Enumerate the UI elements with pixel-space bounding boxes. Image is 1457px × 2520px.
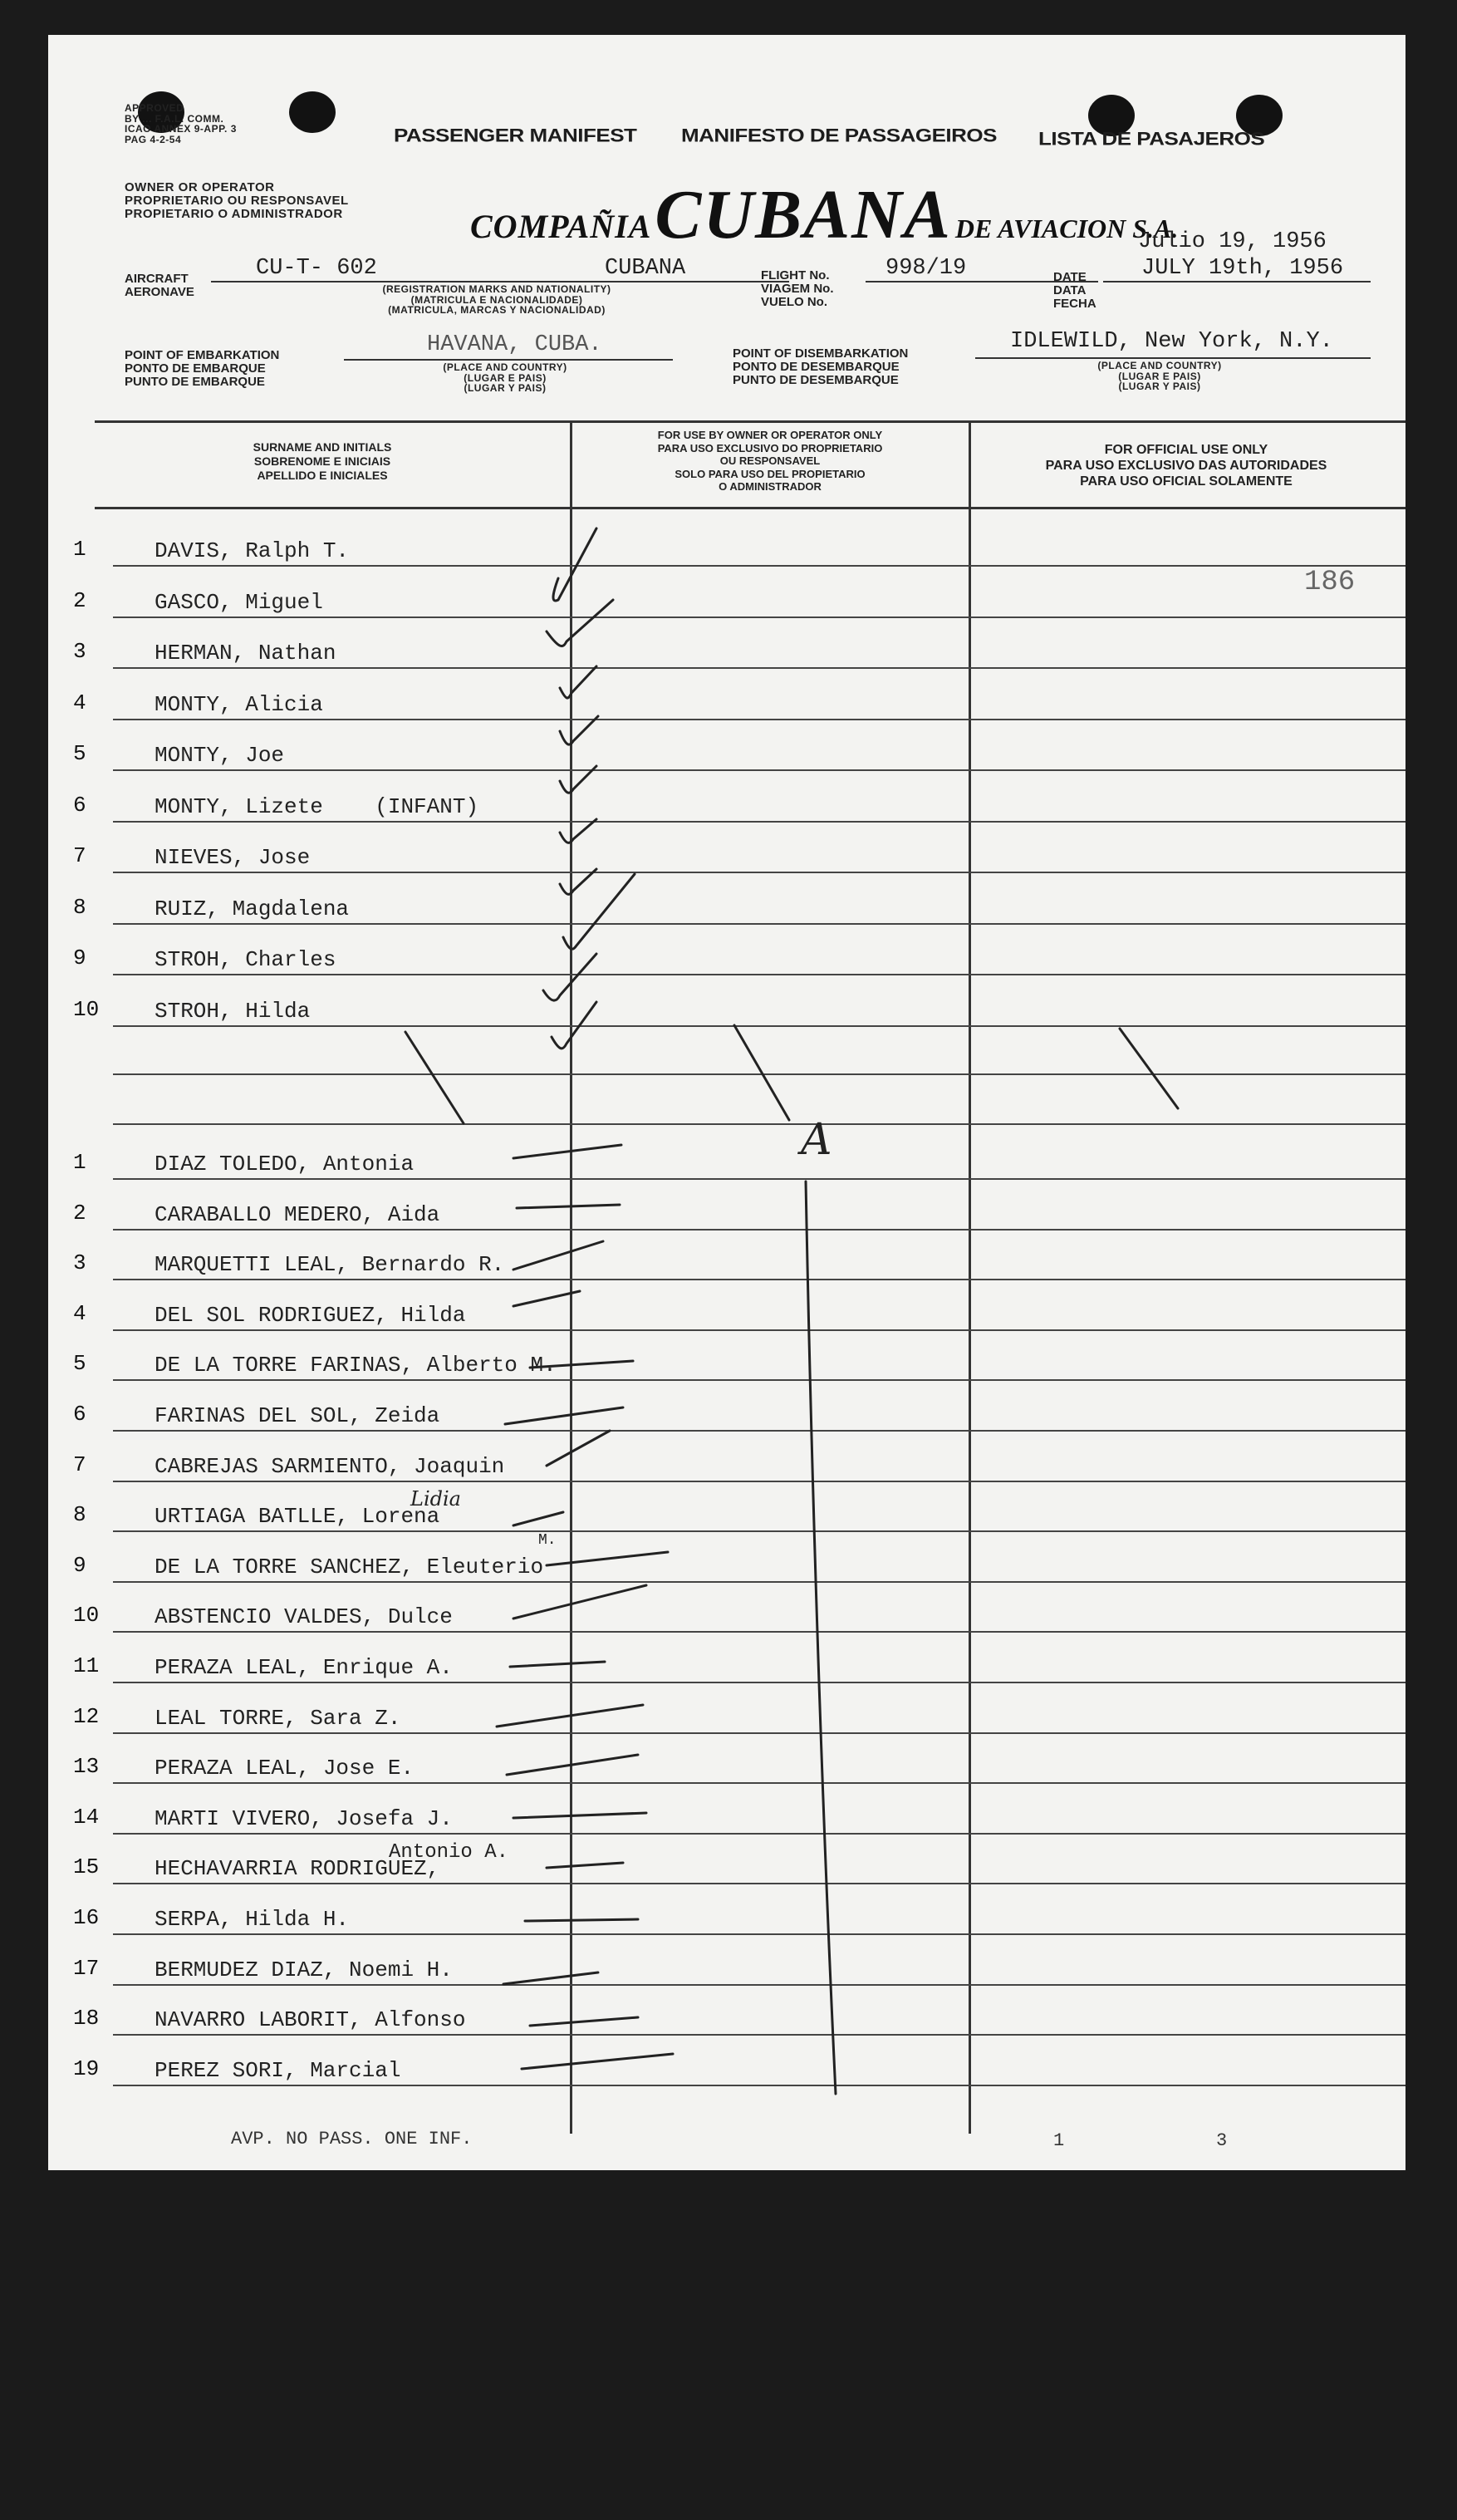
tick-line bbox=[513, 1145, 621, 1158]
col-official-pt: PARA USO EXCLUSIVO DAS AUTORIDADES bbox=[1045, 459, 1327, 474]
col-owner-line: O ADMINISTRADOR bbox=[719, 480, 822, 494]
manifest-sheet bbox=[48, 35, 1405, 2170]
owner-label-en: OWNER OR OPERATOR bbox=[125, 180, 275, 194]
passenger-name: MARQUETTI LEAL, Bernardo R. bbox=[155, 1252, 505, 1278]
row8-handwritten: Lidia bbox=[410, 1487, 461, 1511]
flight-value: 998/19 bbox=[885, 256, 967, 281]
embark-label-es: PUNTO DE EMBARQUE bbox=[125, 374, 265, 389]
tick-line bbox=[513, 1241, 603, 1270]
title-es: LISTA DE PASAJEROS bbox=[1038, 128, 1265, 150]
passenger-name: HECHAVARRIA RODRIGUEZ, bbox=[155, 1856, 440, 1882]
embark-value: HAVANA, CUBA. bbox=[427, 332, 602, 357]
passenger-name: DEL SOL RODRIGUEZ, Hilda bbox=[155, 1302, 466, 1328]
col-name-en: SURNAME AND INITIALS bbox=[253, 440, 392, 454]
title-en: PASSENGER MANIFEST bbox=[394, 125, 637, 146]
place-caption-en: (PLACE AND COUNTRY) bbox=[443, 361, 567, 373]
check-mark bbox=[560, 666, 596, 698]
row-number: 5 bbox=[73, 741, 86, 766]
embark-label-pt: PONTO DE EMBARQUE bbox=[125, 361, 266, 376]
tick-line bbox=[505, 1407, 623, 1424]
owner-column-mark: A bbox=[801, 1115, 832, 1165]
check-mark bbox=[553, 528, 596, 601]
tick-line bbox=[510, 1662, 605, 1667]
approval-line: ICAO ANNEX 9-APP. 3 bbox=[125, 123, 237, 135]
row-number: 6 bbox=[73, 1402, 86, 1427]
row-number: 11 bbox=[73, 1653, 100, 1678]
row-number: 6 bbox=[73, 792, 86, 818]
col-official-en: FOR OFFICIAL USE ONLY bbox=[1104, 443, 1268, 457]
row-number: 2 bbox=[73, 1200, 86, 1226]
tick-line bbox=[547, 1552, 668, 1565]
check-mark bbox=[560, 869, 596, 894]
date-label-es: FECHA bbox=[1053, 296, 1096, 311]
passenger-name: LEAL TORRE, Sara Z. bbox=[155, 1705, 401, 1731]
row-number: 8 bbox=[73, 894, 86, 920]
tick-line bbox=[547, 1431, 610, 1466]
row-number: 5 bbox=[73, 1351, 86, 1377]
disembark-label-es: PUNTO DE DESEMBARQUE bbox=[733, 372, 899, 387]
slash-mark bbox=[734, 1025, 789, 1120]
handwritten-marks bbox=[48, 35, 1405, 2170]
row-number: 10 bbox=[73, 996, 100, 1022]
row9-superscript: M. bbox=[538, 1532, 557, 1549]
row-number: 3 bbox=[73, 639, 86, 664]
passenger-name: DE LA TORRE FARINAS, Alberto M. bbox=[155, 1353, 557, 1378]
passenger-name: BERMUDEZ DIAZ, Noemi H. bbox=[155, 1957, 453, 1982]
vertical-line bbox=[806, 1181, 836, 2094]
place-caption-pt: (LUGAR E PAIS) bbox=[1118, 370, 1201, 382]
row-number: 8 bbox=[73, 1502, 86, 1528]
slash-mark bbox=[405, 1032, 464, 1123]
row-number: 19 bbox=[73, 2056, 100, 2081]
reg-caption-es: (MATRICULA, MARCAS Y NACIONALIDAD) bbox=[388, 304, 606, 317]
passenger-name: CABREJAS SARMIENTO, Joaquin bbox=[155, 1453, 505, 1479]
passenger-name: URTIAGA BATLLE, Lorena bbox=[155, 1504, 440, 1530]
passenger-name: DAVIS, Ralph T. bbox=[155, 538, 350, 563]
passenger-name: CARABALLO MEDERO, Aida bbox=[155, 1201, 440, 1227]
flight-label-en: FLIGHT No. bbox=[761, 268, 830, 282]
passenger-name: RUIZ, Magdalena bbox=[155, 896, 350, 921]
tick-line bbox=[522, 2054, 673, 2069]
reg-caption-pt: (MATRICULA E NACIONALIDADE) bbox=[410, 293, 583, 306]
date-label-pt: DATA bbox=[1053, 282, 1087, 297]
disembark-value: IDLEWILD, New York, N.Y. bbox=[1010, 329, 1333, 354]
tick-line bbox=[530, 1361, 633, 1368]
reg-caption-en: (REGISTRATION MARKS AND NATIONALITY) bbox=[382, 283, 611, 295]
aircraft-company: CUBANA bbox=[605, 256, 686, 281]
passenger-name: HERMAN, Nathan bbox=[155, 641, 336, 666]
row-number: 7 bbox=[73, 843, 86, 868]
approval-line: APPROVED bbox=[125, 102, 184, 114]
col-owner-line: SOLO PARA USO DEL PROPIETARIO bbox=[675, 467, 866, 480]
passenger-name: MARTI VIVERO, Josefa J. bbox=[155, 1805, 453, 1831]
tick-line bbox=[513, 1512, 563, 1525]
tick-line bbox=[507, 1755, 638, 1775]
approval-line: BY ... F.A.L. COMM. bbox=[125, 112, 224, 125]
passenger-name: STROH, Charles bbox=[155, 947, 336, 972]
row-number: 16 bbox=[73, 1905, 100, 1930]
row-number: 17 bbox=[73, 1955, 100, 1981]
row-number: 13 bbox=[73, 1754, 100, 1780]
col-owner-line: PARA USO EXCLUSIVO DO PROPRIETARIO bbox=[657, 441, 883, 454]
passenger-name: ABSTENCIO VALDES, Dulce bbox=[155, 1604, 453, 1630]
passenger-name: PERAZA LEAL, Enrique A. bbox=[155, 1655, 453, 1680]
tick-line bbox=[513, 1585, 646, 1619]
row-number: 9 bbox=[73, 1552, 86, 1578]
check-mark bbox=[563, 874, 635, 949]
tick-line bbox=[525, 1919, 638, 1921]
approval-line: PAG 4-2-54 bbox=[125, 133, 182, 145]
flight-label-es: VUELO No. bbox=[761, 294, 828, 309]
passenger-name: DE LA TORRE SANCHEZ, Eleuterio bbox=[155, 1554, 544, 1579]
row-number: 9 bbox=[73, 946, 86, 970]
passenger-name: MONTY, Alicia bbox=[155, 691, 323, 717]
tick-line bbox=[547, 1863, 623, 1868]
passenger-name: SERPA, Hilda H. bbox=[155, 1907, 350, 1932]
passenger-name: DIAZ TOLEDO, Antonia bbox=[155, 1152, 415, 1176]
row-number: 4 bbox=[73, 1300, 86, 1326]
company-suffix: DE AVIACION S.A. bbox=[954, 214, 1179, 243]
embark-label-en: POINT OF EMBARKATION bbox=[125, 348, 280, 362]
aircraft-label-pt: AERONAVE bbox=[125, 284, 194, 299]
passenger-name: NAVARRO LABORIT, Alfonso bbox=[155, 2007, 466, 2033]
row-number: 2 bbox=[73, 587, 86, 613]
aircraft-label-en: AIRCRAFT bbox=[125, 272, 189, 286]
disembark-label-en: POINT OF DISEMBARKATION bbox=[733, 346, 909, 361]
col-owner-line: FOR USE BY OWNER OR OPERATOR ONLY bbox=[657, 429, 883, 441]
check-mark bbox=[552, 1002, 596, 1049]
slash-mark bbox=[1120, 1029, 1178, 1108]
row-number: 15 bbox=[73, 1854, 100, 1880]
passenger-name: FARINAS DEL SOL, Zeida bbox=[155, 1403, 440, 1428]
footer-num-b: 3 bbox=[1216, 2130, 1228, 2151]
row-number: 1 bbox=[73, 537, 86, 562]
row-number: 4 bbox=[73, 690, 86, 715]
tick-line bbox=[530, 2017, 638, 2026]
tick-line bbox=[513, 1813, 646, 1818]
footer-remark: AVP. NO PASS. ONE INF. bbox=[231, 2129, 473, 2149]
tick-line bbox=[513, 1291, 580, 1306]
check-mark bbox=[560, 766, 596, 793]
row-number: 3 bbox=[73, 1250, 86, 1276]
title-pt: MANIFESTO DE PASSAGEIROS bbox=[681, 125, 997, 146]
tick-line bbox=[503, 1972, 598, 1984]
check-mark bbox=[560, 716, 598, 744]
footer-num-a: 1 bbox=[1053, 2130, 1065, 2151]
owner-label-es: PROPIETARIO O ADMINISTRADOR bbox=[125, 206, 343, 221]
row-number: 18 bbox=[73, 2006, 100, 2031]
row15-prefix: Antonio A. bbox=[389, 1841, 509, 1864]
passenger-name: NIEVES, Jose bbox=[155, 845, 311, 870]
row-number: 12 bbox=[73, 1703, 100, 1729]
check-mark bbox=[543, 954, 596, 1000]
flight-label-pt: VIAGEM No. bbox=[761, 281, 834, 296]
row-number: 14 bbox=[73, 1804, 100, 1830]
passenger-name: GASCO, Miguel bbox=[155, 589, 323, 615]
col-name-pt: SOBRENOME E INICIAIS bbox=[253, 454, 391, 468]
row-number: 7 bbox=[73, 1452, 86, 1477]
check-mark bbox=[547, 600, 613, 646]
stamp-number: 186 bbox=[1304, 567, 1356, 598]
date-en: JULY 19th, 1956 bbox=[1141, 256, 1344, 281]
row-number: 10 bbox=[73, 1603, 100, 1628]
aircraft-value: CU-T- 602 bbox=[256, 256, 377, 281]
passenger-name: PERAZA LEAL, Jose E. bbox=[155, 1756, 415, 1781]
date-es: Julio 19, 1956 bbox=[1138, 229, 1327, 254]
company-prefix: COMPAÑIA bbox=[470, 208, 652, 245]
col-owner-line: OU RESPONSAVEL bbox=[719, 454, 821, 468]
passenger-name: PEREZ SORI, Marcial bbox=[155, 2057, 401, 2083]
tick-line bbox=[517, 1205, 620, 1208]
passenger-name: MONTY, Lizete (INFANT) bbox=[155, 793, 479, 819]
col-name-es: APELLIDO E INICIALES bbox=[257, 468, 388, 482]
disembark-label-pt: PONTO DE DESEMBARQUE bbox=[733, 359, 900, 374]
check-mark bbox=[560, 819, 596, 842]
tick-line bbox=[497, 1705, 643, 1727]
owner-label-pt: PROPRIETARIO OU RESPONSAVEL bbox=[125, 193, 349, 208]
company-name: CUBANA bbox=[655, 176, 952, 253]
place-caption-pt: (LUGAR E PAIS) bbox=[464, 371, 547, 384]
place-caption-es: (LUGAR Y PAIS) bbox=[464, 382, 547, 395]
passenger-name: MONTY, Joe bbox=[155, 743, 285, 768]
row-number: 1 bbox=[73, 1150, 86, 1175]
place-caption-en: (PLACE AND COUNTRY) bbox=[1097, 360, 1222, 371]
passenger-name: STROH, Hilda bbox=[155, 998, 311, 1024]
place-caption-es: (LUGAR Y PAIS) bbox=[1118, 381, 1201, 393]
col-official-es: PARA USO OFICIAL SOLAMENTE bbox=[1080, 474, 1293, 489]
date-label-en: DATE bbox=[1053, 270, 1087, 284]
